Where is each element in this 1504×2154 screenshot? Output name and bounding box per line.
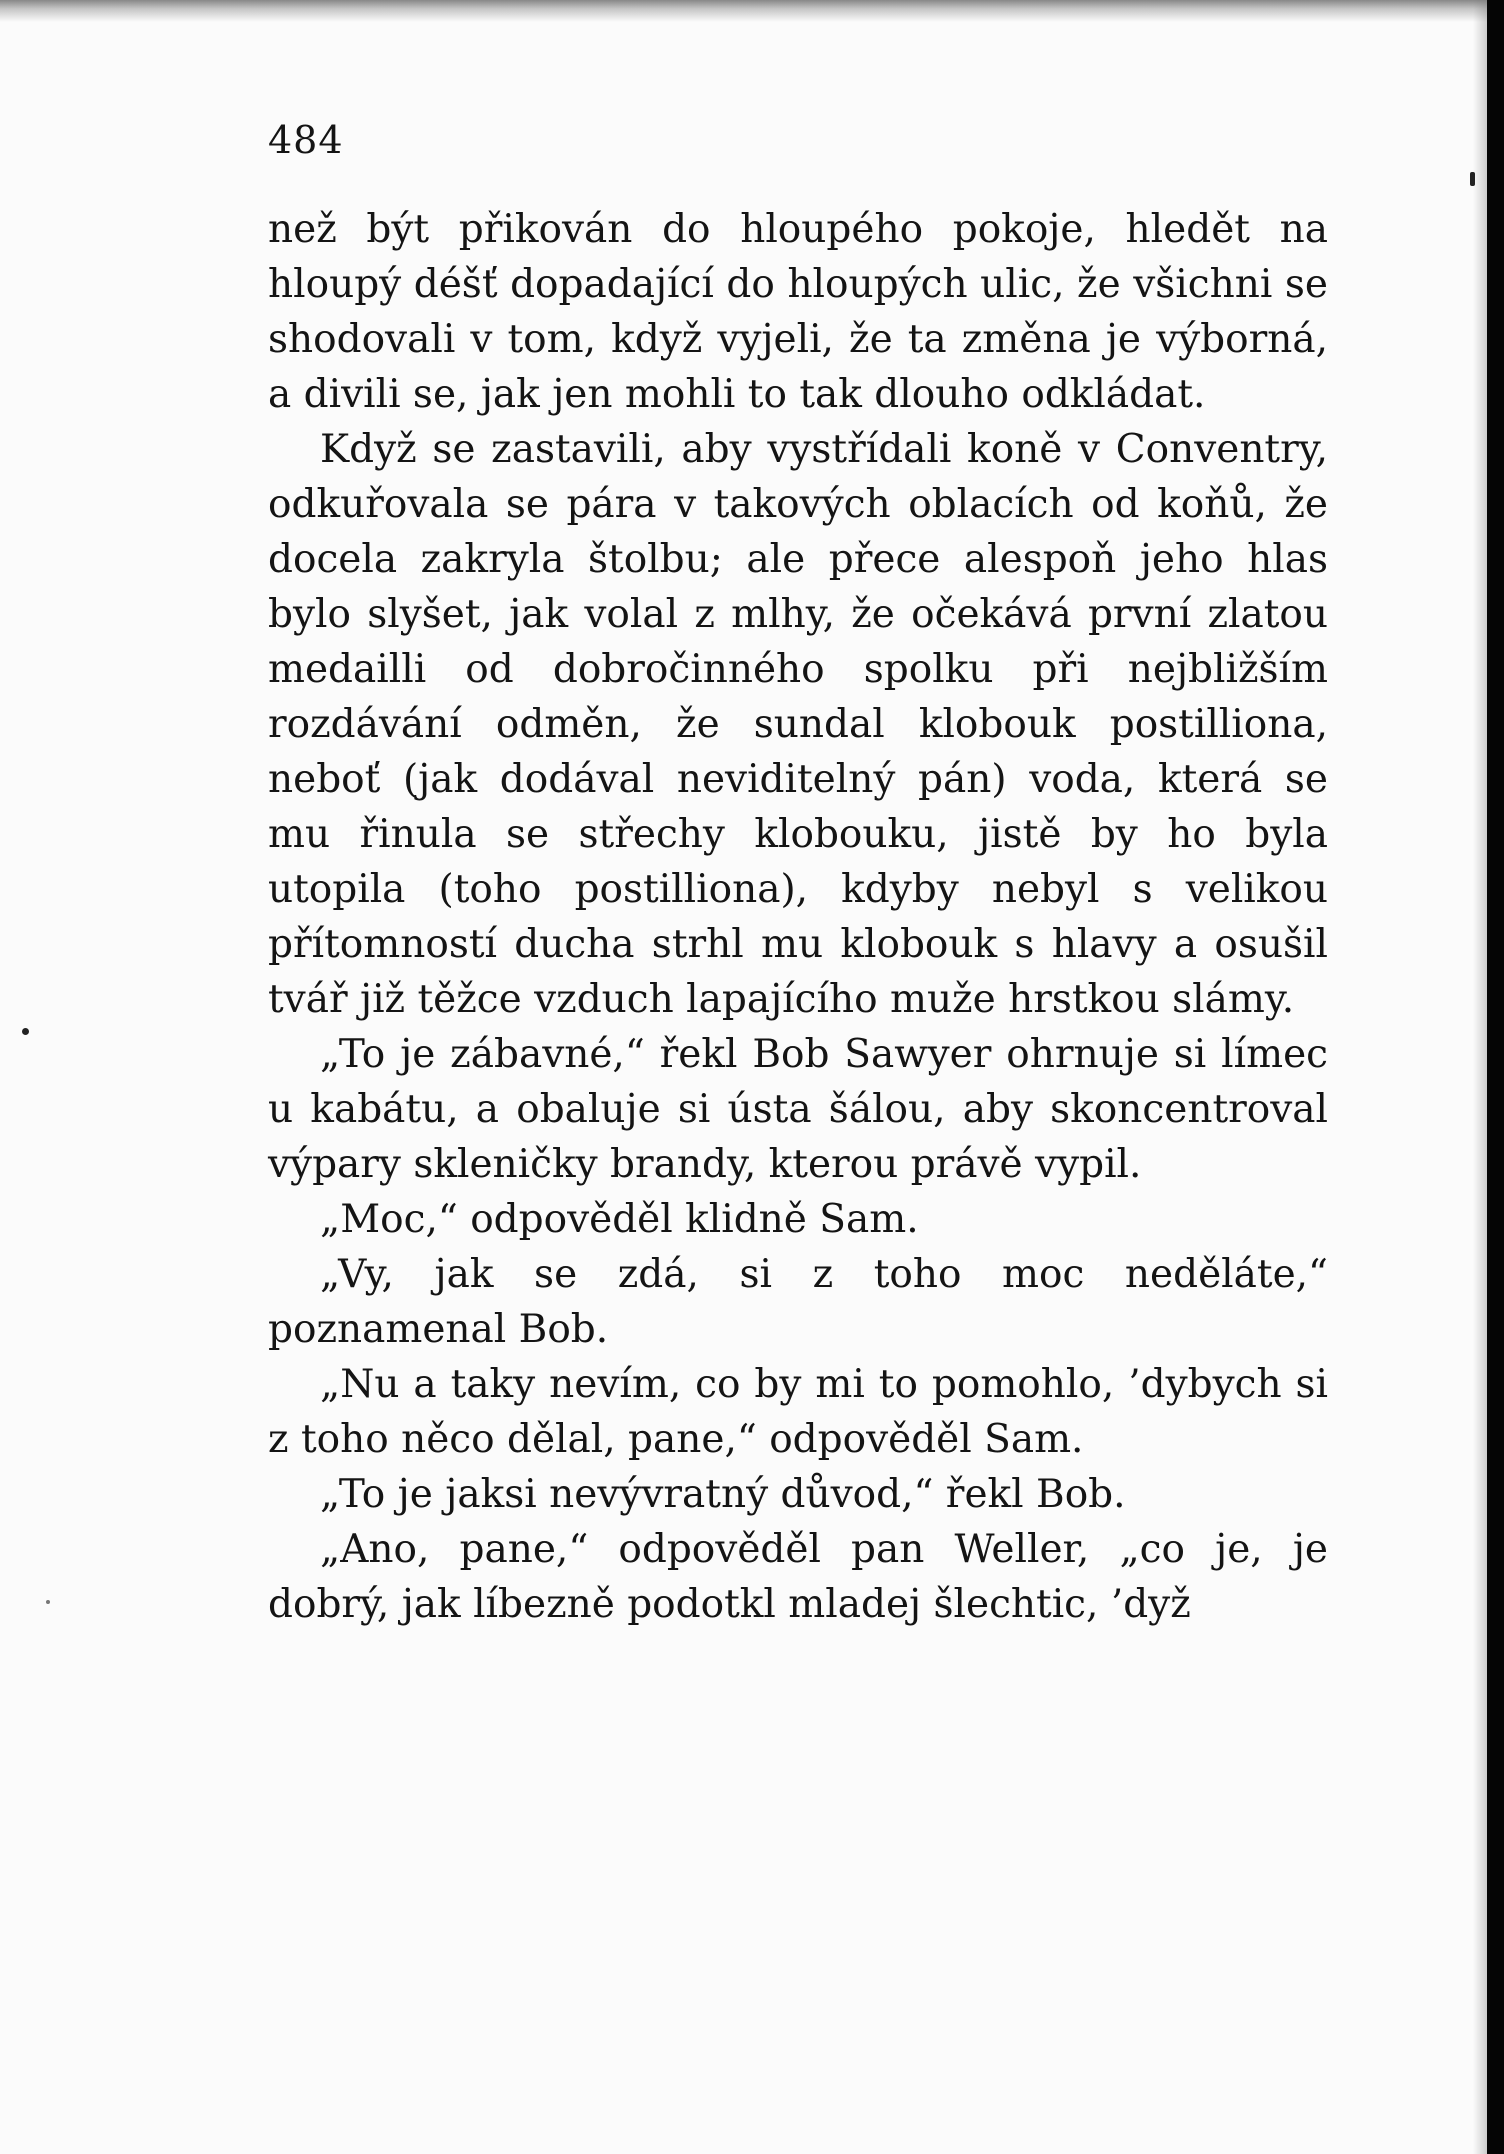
paragraph: Když se zastavili, aby vystřídali koně v Conventry, odkuřovala se pára v takových oblacích od koňů, že docela zakryla štolbu; ale přece alespoň jeho hlas bylo slyšet, jak volal z mlhy, že očekává první zlatou medailli od dobročinného spolku při nejbližším rozdávání odměn, že sundal klobouk postilliona, neboť (jak dodával neviditelný pán) voda, která se mu řinula se střechy klobouku, jistě by ho byla utopila (toho postilliona), kdyby nebyl s velikou přítomností ducha strhl mu klobouk s hlavy a osušil tvář již těžce vzduch lapajícího muže hrstkou slámy. [268, 427, 1328, 1022]
paragraph: „Nu a taky nevím, co by mi to pomohlo, ’dybych si z toho něco dělal, pane,“ odpověděl Sam. [268, 1362, 1328, 1462]
paragraph: „To je zábavné,“ řekl Bob Sawyer ohrnuje si límec u kabátu, a obaluje si ústa šálou, aby skoncentroval výpary skleničky brandy, kterou právě vypil. [268, 1032, 1328, 1187]
binding-shadow [1473, 0, 1487, 2154]
paragraph: „Moc,“ odpověděl klidně Sam. [320, 1197, 919, 1242]
scan-speck [46, 1600, 50, 1604]
page-number: 484 [268, 118, 344, 162]
paragraph: „Ano, pane,“ odpověděl pan Weller, „co je, je dobrý, jak líbezně podotkl mladej šlechtic, ’dyž [268, 1527, 1328, 1627]
paragraph-continuation: než být přikován do hloupého pokoje, hledět na hloupý déšť dopadající do hloupých ulic, že všichni se shodovali v tom, když vyjeli, že ta změna je výborná, a divili se, jak jen mohli to tak dlouho odkládat. [268, 207, 1328, 417]
scan-top-shadow [0, 0, 1504, 22]
paragraph: „Vy, jak se zdá, si z toho moc neděláte,“ poznamenal Bob. [268, 1252, 1328, 1352]
paragraph: „To je jaksi nevývratný důvod,“ řekl Bob. [320, 1472, 1126, 1517]
body-text [268, 202, 1328, 1632]
binding-edge [1487, 0, 1504, 2154]
scan-speck [22, 1028, 29, 1035]
scan-mark [1470, 172, 1475, 186]
